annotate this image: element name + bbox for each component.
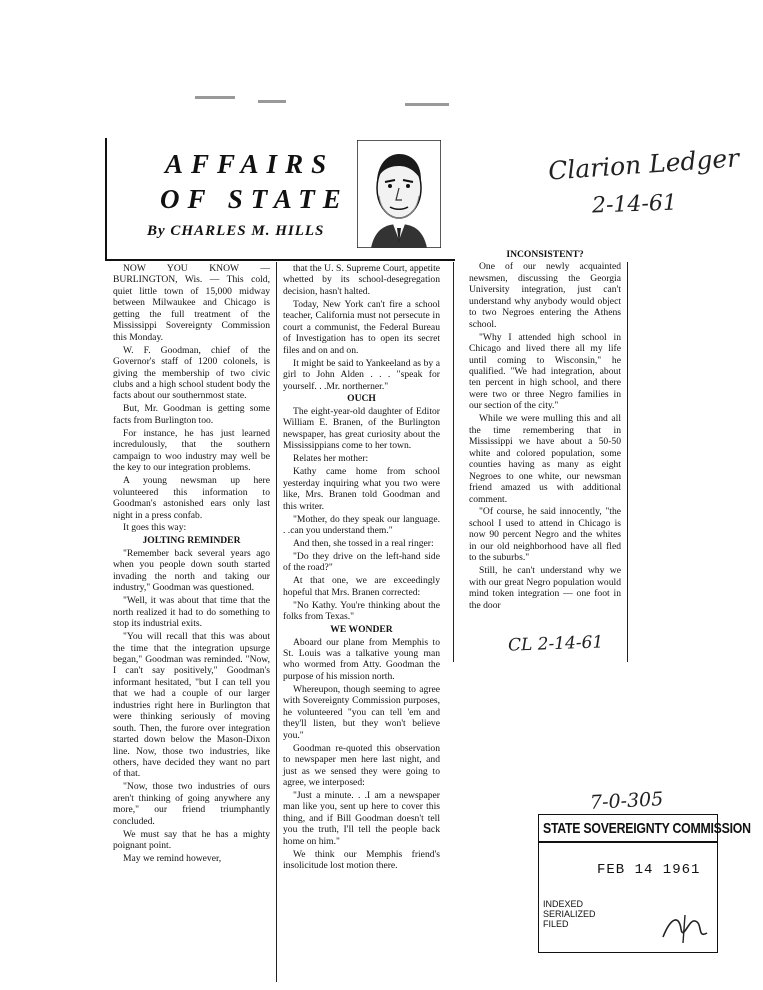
paragraph: "Remember back several years ago when you people down south started invading the north and taking our industry," Goodman was questioned.	[113, 547, 270, 594]
paragraph: Aboard our plane from Memphis to St. Louis was a talkative young man who wormed from Atty. Goodman the purpose of his mission north.	[283, 636, 440, 682]
stamp-line-indexed: INDEXED	[543, 899, 584, 909]
paragraph: Relates her mother:	[293, 453, 369, 465]
paragraph: that the U. S. Supreme Court, appetite whetted by its school-desegregation decision, hasn't halted.	[283, 263, 440, 297]
column-title-line2: OF STATE	[160, 184, 349, 214]
paragraph: May we remind however,	[123, 853, 222, 865]
subhead: JOLTING REMINDER	[142, 535, 241, 547]
column-title-line1: AFFAIRS	[165, 149, 335, 179]
stamp-line-filed: FILED	[543, 919, 569, 929]
paragraph: We think our Memphis friend's insolicitude lost motion there.	[283, 848, 440, 872]
paragraph: "Just a minute. . .I am a newspaper man like you, sent up here to cover this thing, and if Bill Goodman doesn't tell you the truth, I'll tell the people back home on him."	[283, 789, 440, 847]
paragraph: Kathy came home from school yesterday inquiring what you two were like, Mrs. Branen told Goodman and this writer.	[283, 466, 440, 512]
paragraph: "Well, it was about that time that the north realized it had to do something to stop its industrial exits.	[113, 595, 270, 630]
paragraph: One of our newly acquainted newsmen, discussing the Georgia University integration, just can't understand why anybody would object to two Negroes entering the Athens school.	[469, 261, 621, 330]
smudge-mark	[258, 100, 286, 103]
author-portrait	[357, 140, 441, 248]
paragraph: "Of course, he said innocently, "the school I used to attend in Chicago is now 90 percent Negro and the whites in our old neighborhood have all fled to the suburbs."	[469, 506, 621, 564]
paragraph: The eight-year-old daughter of Editor William E. Branen, of the Burlington newspaper, has great curiosity about the Mississippians come to her town.	[283, 405, 440, 452]
stamp-status-lines	[543, 899, 596, 929]
paragraph: Today, New York can't fire a school teacher, California must not persecute in court a communist, the Federal Bureau of Investigation has to open its secret files and on and on.	[283, 298, 440, 356]
column-divider	[453, 262, 454, 662]
smudge-mark	[405, 103, 449, 106]
paragraph: "Why I attended high school in Chicago and lived there all my life until coming to Wisconsin," he qualified. "We had integration, about ten percent in high school, and there were two or three Negro families in our section of the city."	[469, 331, 621, 412]
stamp-initials-scribble	[659, 911, 711, 945]
received-stamp	[538, 814, 751, 953]
paragraph: A young newsman up here volunteered this information to Goodman's astonished ears only last night in a press confab.	[113, 475, 270, 521]
column-byline: By CHARLES M. HILLS	[147, 223, 325, 239]
column-divider	[627, 262, 628, 662]
subhead: OUCH	[347, 393, 376, 405]
handwritten-margin-note: CL 2-14-61	[507, 632, 604, 656]
stamp-line-serialized: SERIALIZED	[543, 909, 596, 919]
paragraph: NOW YOU KNOW — BURLINGTON, Wis. — This cold, quiet little town of 15,000 midway between Milwaukee and Chicago is getting the full treatment of the Mississippi Sovereignty Commission this Monday.	[113, 263, 270, 343]
handwritten-date: 2-14-61	[591, 190, 678, 219]
handwritten-paper-name: Clarion Ledger	[547, 143, 741, 186]
paragraph: "No Kathy. You're thinking about the folks from Texas."	[283, 599, 440, 623]
paragraph: "You will recall that this was about the time that the integration upsurge began," Goodman was reminded. "Now, I can't say positively," Goodman's informant hesitated, "but I can tell you that we had a couple of our larger industries right here in Burlington that were thinking seriously of moving south. Then, the furore over integration started down below the Mason-Dixon line. Now, those two industries, like others, have decided they want no part of that.	[113, 631, 270, 780]
paragraph: We must say that he has a mighty poignant point.	[113, 828, 270, 852]
article-column-2	[283, 263, 440, 873]
paragraph: "Do they drive on the left-hand side of the road?"	[283, 550, 440, 574]
paragraph: But, Mr. Goodman is getting some facts from Burlington too.	[113, 403, 270, 426]
masthead-rule-left	[105, 138, 107, 260]
column-divider	[276, 262, 277, 982]
paragraph: At that one, we are exceedingly hopeful that Mrs. Branen corrected:	[283, 575, 440, 598]
paragraph: For instance, he has just learned incredulously, that the southern campaign to woo industry may well be the key to our integration problems.	[113, 427, 270, 474]
stamp-date: FEB 14 1961	[597, 862, 701, 878]
subhead: INCONSISTENT?	[506, 249, 584, 260]
paragraph: Goodman re-quoted this observation to newspaper men here last night, and just as we sensed they were going to agree, we interposed:	[283, 742, 440, 788]
paragraph: "Mother, do they speak our language. . .can you understand them."	[283, 513, 440, 536]
masthead-rule-bottom	[105, 259, 455, 261]
smudge-mark	[195, 96, 235, 99]
paragraph: Whereupon, though seeming to agree with Sovereignty Commission purposes, he volunteered "you can tell 'em and they'll listen, but they won't believe you."	[283, 683, 440, 741]
article-column-1	[113, 263, 270, 866]
paragraph: It might be said to Yankeeland as by a girl to John Alden . . . "speak for yourself. . .Mr. northerner."	[283, 357, 440, 392]
paragraph: While we were mulling this and all the time remembering that in Mississippi we have about a 50-50 white and colored population, some counties having as many as eight Negroes to one white, our newsman friend amazed us with additional comment.	[469, 413, 621, 505]
handwritten-file-number: 7-0-305	[589, 788, 664, 814]
paragraph: And then, she tossed in a real ringer:	[293, 537, 434, 549]
article-column-3	[469, 248, 621, 613]
stamp-title: STATE SOVEREIGNTY COMMISSION	[543, 820, 751, 837]
paragraph: W. F. Goodman, chief of the Governor's staff of 1200 colonels, is giving the membership of two civic clubs and a high school student body the facts about our southernmost state.	[113, 344, 270, 402]
paragraph: It goes this way:	[123, 522, 187, 534]
paragraph: Still, he can't understand why we with our great Negro population would mind token integration — one foot in the door	[469, 565, 621, 611]
paragraph: "Now, those two industries of ours aren't thinking of going anywhere any more," our friend triumphantly concluded.	[113, 781, 270, 827]
subhead: WE WONDER	[330, 624, 393, 636]
